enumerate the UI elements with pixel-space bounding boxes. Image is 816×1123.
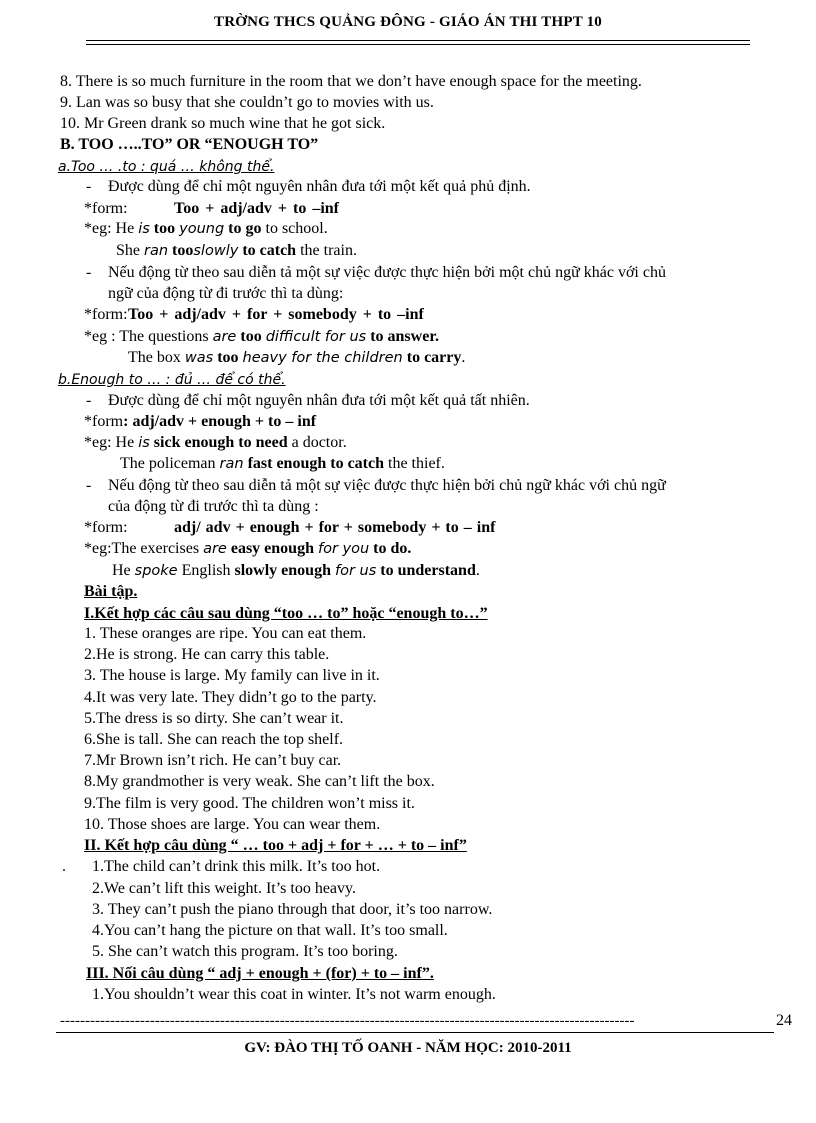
bullet: - (86, 477, 92, 494)
part-b-form1-line (84, 412, 316, 432)
eg-subject: He (112, 562, 135, 579)
eg-rest: the thief. (388, 455, 445, 472)
part-a-bullet1: Được dùng để chỉ một nguyên nhân đưa tới một kết quả phủ định. (108, 178, 531, 195)
eg-keyword: sick enough to need (153, 434, 288, 451)
exercise-2-heading: II. Kết hợp câu dùng “ … too + adj + for + … + to – inf” (84, 837, 467, 854)
part-a-eg4 (128, 348, 465, 368)
part-b-form1: : adj/adv + enough + to – inf (123, 413, 317, 430)
exercises-title: Bài tập. (84, 583, 138, 600)
list-item: 4.You can’t hang the picture on that wall. It’s too small. (92, 922, 448, 939)
eg-keyword: to carry (406, 349, 462, 366)
form-label: *form: (84, 519, 128, 536)
page-number: 24 (776, 1012, 792, 1029)
header-rule (86, 44, 750, 45)
eg-rest: to school. (265, 220, 328, 237)
intro-sentence: 10. Mr Green drank so much wine that he got sick. (60, 115, 386, 132)
list-item: 3. They can’t push the piano through that door, it’s too narrow. (92, 901, 493, 918)
page-header: TRỜNG THCS QUẢNG ĐÔNG - GIÁO ÁN THI THPT 10 (214, 14, 602, 30)
eg-keyword: to understand (380, 562, 476, 579)
footer-rule (56, 1032, 774, 1033)
part-b-bullet1: Được dùng để chỉ một nguyên nhân đưa tới một kết quả tất nhiên. (108, 392, 530, 409)
eg-label: *eg: He (84, 220, 139, 237)
part-b-bullet2-line1: Nếu động từ theo sau diễn tả một sự việc được thực hiện bởi chủ ngữ khác với chủ ngữ (108, 477, 666, 494)
intro-sentence: 8. There is so much furniture in the room that we don’t have enough space for the meeting. (60, 73, 642, 90)
list-item: 4.It was very late. They didn’t go to the party. (84, 689, 377, 706)
list-item: 6.She is tall. She can reach the top shelf. (84, 731, 344, 748)
list-item: 9.The film is very good. The children won’t miss it. (84, 795, 415, 812)
part-a-eg2 (116, 241, 357, 261)
eg-label: *eg : The questions (84, 328, 213, 345)
eg-keyword: fast enough to catch (247, 455, 384, 472)
bullet: - (86, 178, 92, 195)
list-item: 1.The child can’t drink this milk. It’s too hot. (92, 858, 381, 875)
exercise-1-heading: I.Kết hợp các câu sau dùng “too … to” hoặc “enough to…” (84, 605, 488, 622)
eg-keyword: too (240, 328, 262, 345)
part-a-bullet2-line2: ngữ của động từ đi trước thì ta dùng: (108, 285, 344, 302)
eg-adj: difficult for us (265, 329, 367, 345)
list-item: 5.The dress is so dirty. She can’t wear it. (84, 710, 344, 727)
eg-label: *eg: He (84, 434, 139, 451)
eg-subject: The box (128, 349, 185, 366)
eg-rest: the train. (300, 242, 357, 259)
part-a-eg1 (84, 219, 328, 239)
eg-adj: young (179, 221, 225, 237)
eg-verb: is (138, 435, 150, 451)
eg-rest: a doctor. (291, 434, 347, 451)
section-b-title: B. TOO …..TO” OR “ENOUGH TO” (60, 136, 319, 153)
eg-keyword: too (153, 220, 176, 237)
list-item: 10. Those shoes are large. You can wear them. (84, 816, 381, 833)
eg-verb: ran (219, 456, 244, 472)
eg-subject: The policeman (120, 455, 220, 472)
list-item: 8.My grandmother is very weak. She can’t lift the box. (84, 773, 435, 790)
eg-keyword: too (172, 242, 194, 259)
eg-keyword: too (217, 349, 239, 366)
eg-verb: was (184, 350, 214, 366)
part-b-eg3 (84, 539, 411, 559)
part-b-bullet2-line2: của động từ đi trước thì ta dùng : (108, 498, 319, 515)
eg-period: . (461, 349, 466, 366)
part-a-form2: Too + adj/adv + for + somebody + to –inf (128, 306, 424, 323)
eg-keyword: to catch (242, 242, 297, 259)
form-label: *form: (84, 200, 128, 217)
list-item: 2.He is strong. He can carry this table. (84, 646, 330, 663)
eg-adj: heavy for the children (242, 350, 403, 366)
eg-keyword: to do. (373, 540, 412, 557)
eg-keyword: easy enough (230, 540, 314, 557)
part-a-form1: Too + adj/adv + to –inf (174, 200, 340, 217)
eg-verb: is (138, 221, 150, 237)
footer-author: GV: ĐÀO THỊ TỐ OANH - NĂM HỌC: 2010-2011 (244, 1040, 572, 1056)
eg-object: English (181, 562, 235, 579)
list-item: 1. These oranges are ripe. You can eat them. (84, 625, 367, 642)
part-a-bullet2-line1: Nếu động từ theo sau diễn tả một sự việc được thực hiện bởi một chủ ngữ khác với chủ (108, 264, 666, 281)
form-label: *form (84, 413, 124, 430)
eg-period: . (475, 562, 480, 579)
eg-verb: are (203, 541, 227, 557)
eg-verb: are (212, 329, 237, 345)
eg-verb: ran (144, 243, 169, 259)
eg-label: *eg:The exercises (84, 540, 204, 557)
eg-adj: for us (334, 563, 377, 579)
eg-keyword: to go (228, 220, 262, 237)
part-b-form2: adj/ adv + enough + for + somebody + to – inf (174, 519, 496, 536)
bullet: - (86, 264, 92, 281)
stray-dot: . (62, 858, 66, 875)
part-b-eg2 (120, 454, 445, 474)
header-rule (86, 40, 750, 41)
eg-keyword: slowly enough (234, 562, 331, 579)
eg-adj: for you (317, 541, 370, 557)
list-item: 7.Mr Brown isn’t rich. He can’t buy car. (84, 752, 342, 769)
part-a-heading: a.Too … .to : quá … không thể. (58, 159, 275, 175)
eg-adv: slowly (193, 243, 239, 259)
list-item: 1.You shouldn’t wear this coat in winter. It’s not warm enough. (92, 986, 496, 1003)
list-item: 2.We can’t lift this weight. It’s too heavy. (92, 880, 356, 897)
part-b-eg4 (112, 561, 480, 581)
form-label: *form: (84, 306, 128, 323)
exercise-3-heading: III. Nối câu dùng “ adj + enough + (for) + to – inf”. (86, 965, 434, 982)
part-a-eg3 (84, 327, 439, 347)
list-item: 3. The house is large. My family can live in it. (84, 667, 380, 684)
eg-subject: She (116, 242, 144, 259)
eg-verb: spoke (134, 563, 178, 579)
bullet: - (86, 392, 92, 409)
footer-dashes: ------------------------------------------------------------------------------------------------------------------- (60, 1013, 635, 1029)
part-b-eg1 (84, 433, 347, 453)
eg-keyword: to answer. (370, 328, 439, 345)
list-item: 5. She can’t watch this program. It’s too boring. (92, 943, 398, 960)
part-b-heading: b.Enough to … : đủ … để có thể. (58, 372, 286, 388)
intro-sentence: 9. Lan was so busy that she couldn’t go to movies with us. (60, 94, 434, 111)
